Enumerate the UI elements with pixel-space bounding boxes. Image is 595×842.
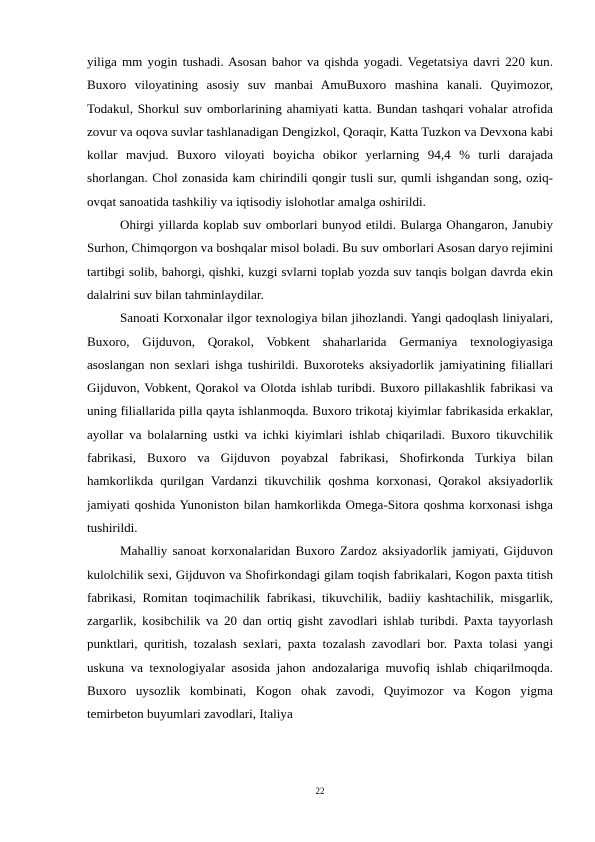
page-number: 22	[315, 786, 325, 796]
paragraph-3: Sanoati Korxonalar ilgor texnologiya bilan jihozlandi. Yangi qadoqlash liniyalari, Buxoro, Gijduvon, Qorakol, Vobkent shaharlarida Germaniya texnologiyasiga asoslangan non sexlari ishga tushirildi. Buxoroteks aksiyadorlik jamiyatining filiallari Gijduvon, Vobkent, Qorakol va Olotda ishlab turibdi. Buxoro pillakashlik fabrikasi va uning filiallarida pilla qayta ishlanmoqda. Buxoro trikotaj kiyimlar fabrikasida erkaklar, ayollar va bolalarning ustki va ichki kiyimlari ishlab chiqariladi. Buxoro tikuvchilik fabrikasi, Buxoro va Gijduvon poyabzal fabrikasi, Shofirkonda Turkiya bilan hamkorlikda qurilgan Vardanzi tikuvchilik qoshma korxonasi, Qorakol aksiyadorlik jamiyati qoshida Yunoniston bilan hamkorlikda Omega-Sitora qoshma korxonasi ishga tushirildi.	[87, 310, 553, 535]
paragraph-2: Ohirgi yillarda koplab suv omborlari bunyod etildi. Bularga Ohangaron, Janubiy Surhon, Chimqorgon va boshqalar misol boladi. Bu suv omborlari Asosan daryo rejimini tartibgi solib, bahorgi, qishki, kuzgi svlarni toplab yozda suv tanqis bolgan davrda ekin dalalrini suv bilan tahminlaydilar.	[87, 217, 553, 302]
paragraph-4: Mahalliy sanoat korxonalaridan Buxoro Zardoz aksiyadorlik jamiyati, Gijduvon kulolchilik sexi, Gijduvon va Shofirkondagi gilam toqish fabrikalari, Kogon paxta titish fabrikasi, Romitan toqimachilik fabrikasi, tikuvchilik, badiiy kashtachilik, misgarlik, zargarlik, kosibchilik va 20 dan ortiq gisht zavodlari ishlab turibdi. Paxta tayyorlash punktlari, quritish, tozalash sexlari, paxta tozalash zavodlari bor. Paxta tolasi yangi uskuna va texnologiyalar asosida jahon andozalariga muvofiq ishlab chiqarilmoqda. Buxoro uysozlik kombinati, Kogon ohak zavodi, Quyimozor va Kogon yigma temirbeton buyumlari zavodlari, Italiya	[87, 543, 553, 722]
body-text	[87, 50, 553, 726]
paragraph-1: yiliga mm yogin tushadi. Asosan bahor va qishda yogadi. Vegetatsiya davri 220 kun. Buxoro viloyatining asosiy suv manbai AmuBuxoro mashina kanali. Quyimozor, Todakul, Shorkul suv omborlarining ahamiyati katta. Bundan tashqari vohalar atrofida zovur va oqova suvlar tashlanadigan Dengizkol, Qoraqir, Katta Tuzkon va Devxona kabi kollar mavjud. Buxoro viloyati boyicha obikor yerlarning 94,4 % turli darajada shorlangan. Chol zonasida kam chirindili qongir tusli sur, qumli ishgandan song, oziq-ovqat sanoatida tashkiliy va iqtisodiy islohotlar amalga oshirildi.	[87, 54, 553, 209]
